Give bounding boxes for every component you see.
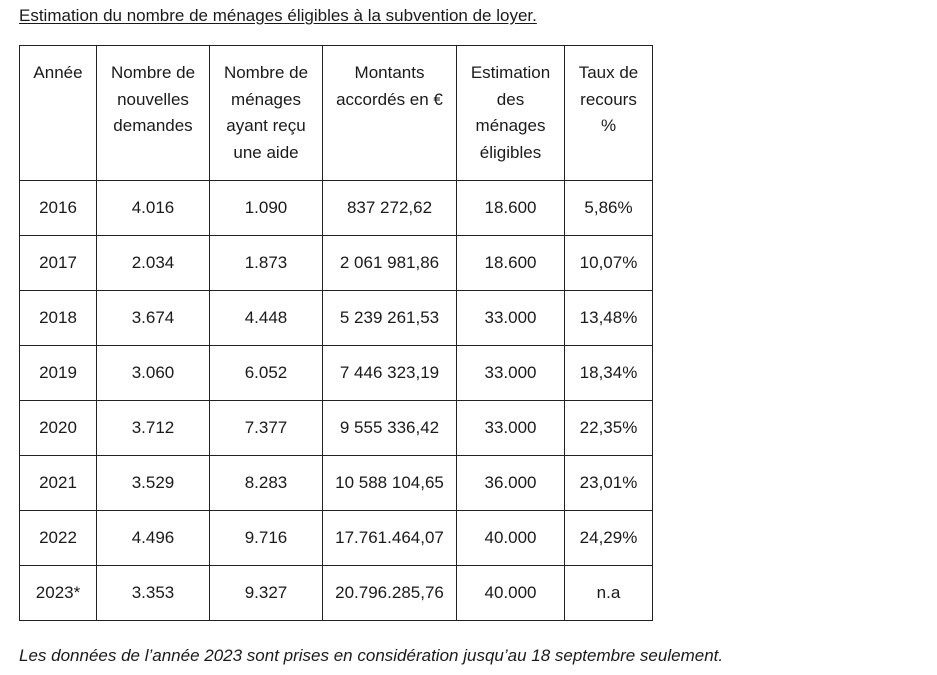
table-row	[20, 511, 653, 566]
header-eligible-estimate: Estimation des ménages éligibles	[457, 46, 565, 181]
cell-households-aided: 1.090	[210, 181, 323, 236]
table-row	[20, 346, 653, 401]
cell-new-requests: 3.674	[97, 291, 210, 346]
table-row	[20, 181, 653, 236]
cell-eligible-estimate: 36.000	[457, 456, 565, 511]
cell-uptake-rate: 23,01%	[565, 456, 653, 511]
cell-new-requests: 2.034	[97, 236, 210, 291]
cell-year: 2016	[20, 181, 97, 236]
data-table	[19, 45, 653, 621]
header-households-aided: Nombre de ménages ayant reçu une aide	[210, 46, 323, 181]
cell-uptake-rate: 22,35%	[565, 401, 653, 456]
cell-amount: 5 239 261,53	[323, 291, 457, 346]
cell-uptake-rate: 13,48%	[565, 291, 653, 346]
cell-households-aided: 8.283	[210, 456, 323, 511]
cell-year: 2023*	[20, 566, 97, 621]
cell-amount: 17.761.464,07	[323, 511, 457, 566]
cell-households-aided: 9.716	[210, 511, 323, 566]
cell-new-requests: 3.712	[97, 401, 210, 456]
cell-year: 2019	[20, 346, 97, 401]
cell-amount: 10 588 104,65	[323, 456, 457, 511]
cell-year: 2022	[20, 511, 97, 566]
cell-new-requests: 3.060	[97, 346, 210, 401]
table-row	[20, 456, 653, 511]
cell-year: 2017	[20, 236, 97, 291]
cell-uptake-rate: 18,34%	[565, 346, 653, 401]
cell-eligible-estimate: 18.600	[457, 236, 565, 291]
table-row	[20, 236, 653, 291]
cell-uptake-rate: n.a	[565, 566, 653, 621]
cell-year: 2020	[20, 401, 97, 456]
cell-uptake-rate: 5,86%	[565, 181, 653, 236]
cell-amount: 9 555 336,42	[323, 401, 457, 456]
header-year: Année	[20, 46, 97, 181]
cell-eligible-estimate: 33.000	[457, 291, 565, 346]
header-new-requests: Nombre de nouvelles demandes	[97, 46, 210, 181]
cell-new-requests: 4.016	[97, 181, 210, 236]
table-caption: Estimation du nombre de ménages éligibles à la subvention de loyer.	[19, 6, 537, 25]
cell-households-aided: 4.448	[210, 291, 323, 346]
header-amounts: Montants accordés en €	[323, 46, 457, 181]
cell-households-aided: 1.873	[210, 236, 323, 291]
cell-eligible-estimate: 33.000	[457, 346, 565, 401]
cell-new-requests: 3.529	[97, 456, 210, 511]
cell-new-requests: 3.353	[97, 566, 210, 621]
cell-uptake-rate: 10,07%	[565, 236, 653, 291]
cell-households-aided: 9.327	[210, 566, 323, 621]
table-row	[20, 291, 653, 346]
footnote: Les données de l’année 2023 sont prises en considération jusqu’au 18 septembre seulement.	[19, 646, 724, 665]
header-row	[20, 46, 653, 181]
cell-year: 2018	[20, 291, 97, 346]
table-body	[20, 181, 653, 621]
table-row	[20, 401, 653, 456]
cell-amount: 837 272,62	[323, 181, 457, 236]
cell-households-aided: 7.377	[210, 401, 323, 456]
cell-new-requests: 4.496	[97, 511, 210, 566]
cell-amount: 20.796.285,76	[323, 566, 457, 621]
cell-eligible-estimate: 33.000	[457, 401, 565, 456]
cell-amount: 2 061 981,86	[323, 236, 457, 291]
cell-eligible-estimate: 18.600	[457, 181, 565, 236]
cell-households-aided: 6.052	[210, 346, 323, 401]
cell-year: 2021	[20, 456, 97, 511]
cell-uptake-rate: 24,29%	[565, 511, 653, 566]
table-row	[20, 566, 653, 621]
cell-eligible-estimate: 40.000	[457, 566, 565, 621]
cell-eligible-estimate: 40.000	[457, 511, 565, 566]
cell-amount: 7 446 323,19	[323, 346, 457, 401]
header-uptake-rate: Taux de recours %	[565, 46, 653, 181]
